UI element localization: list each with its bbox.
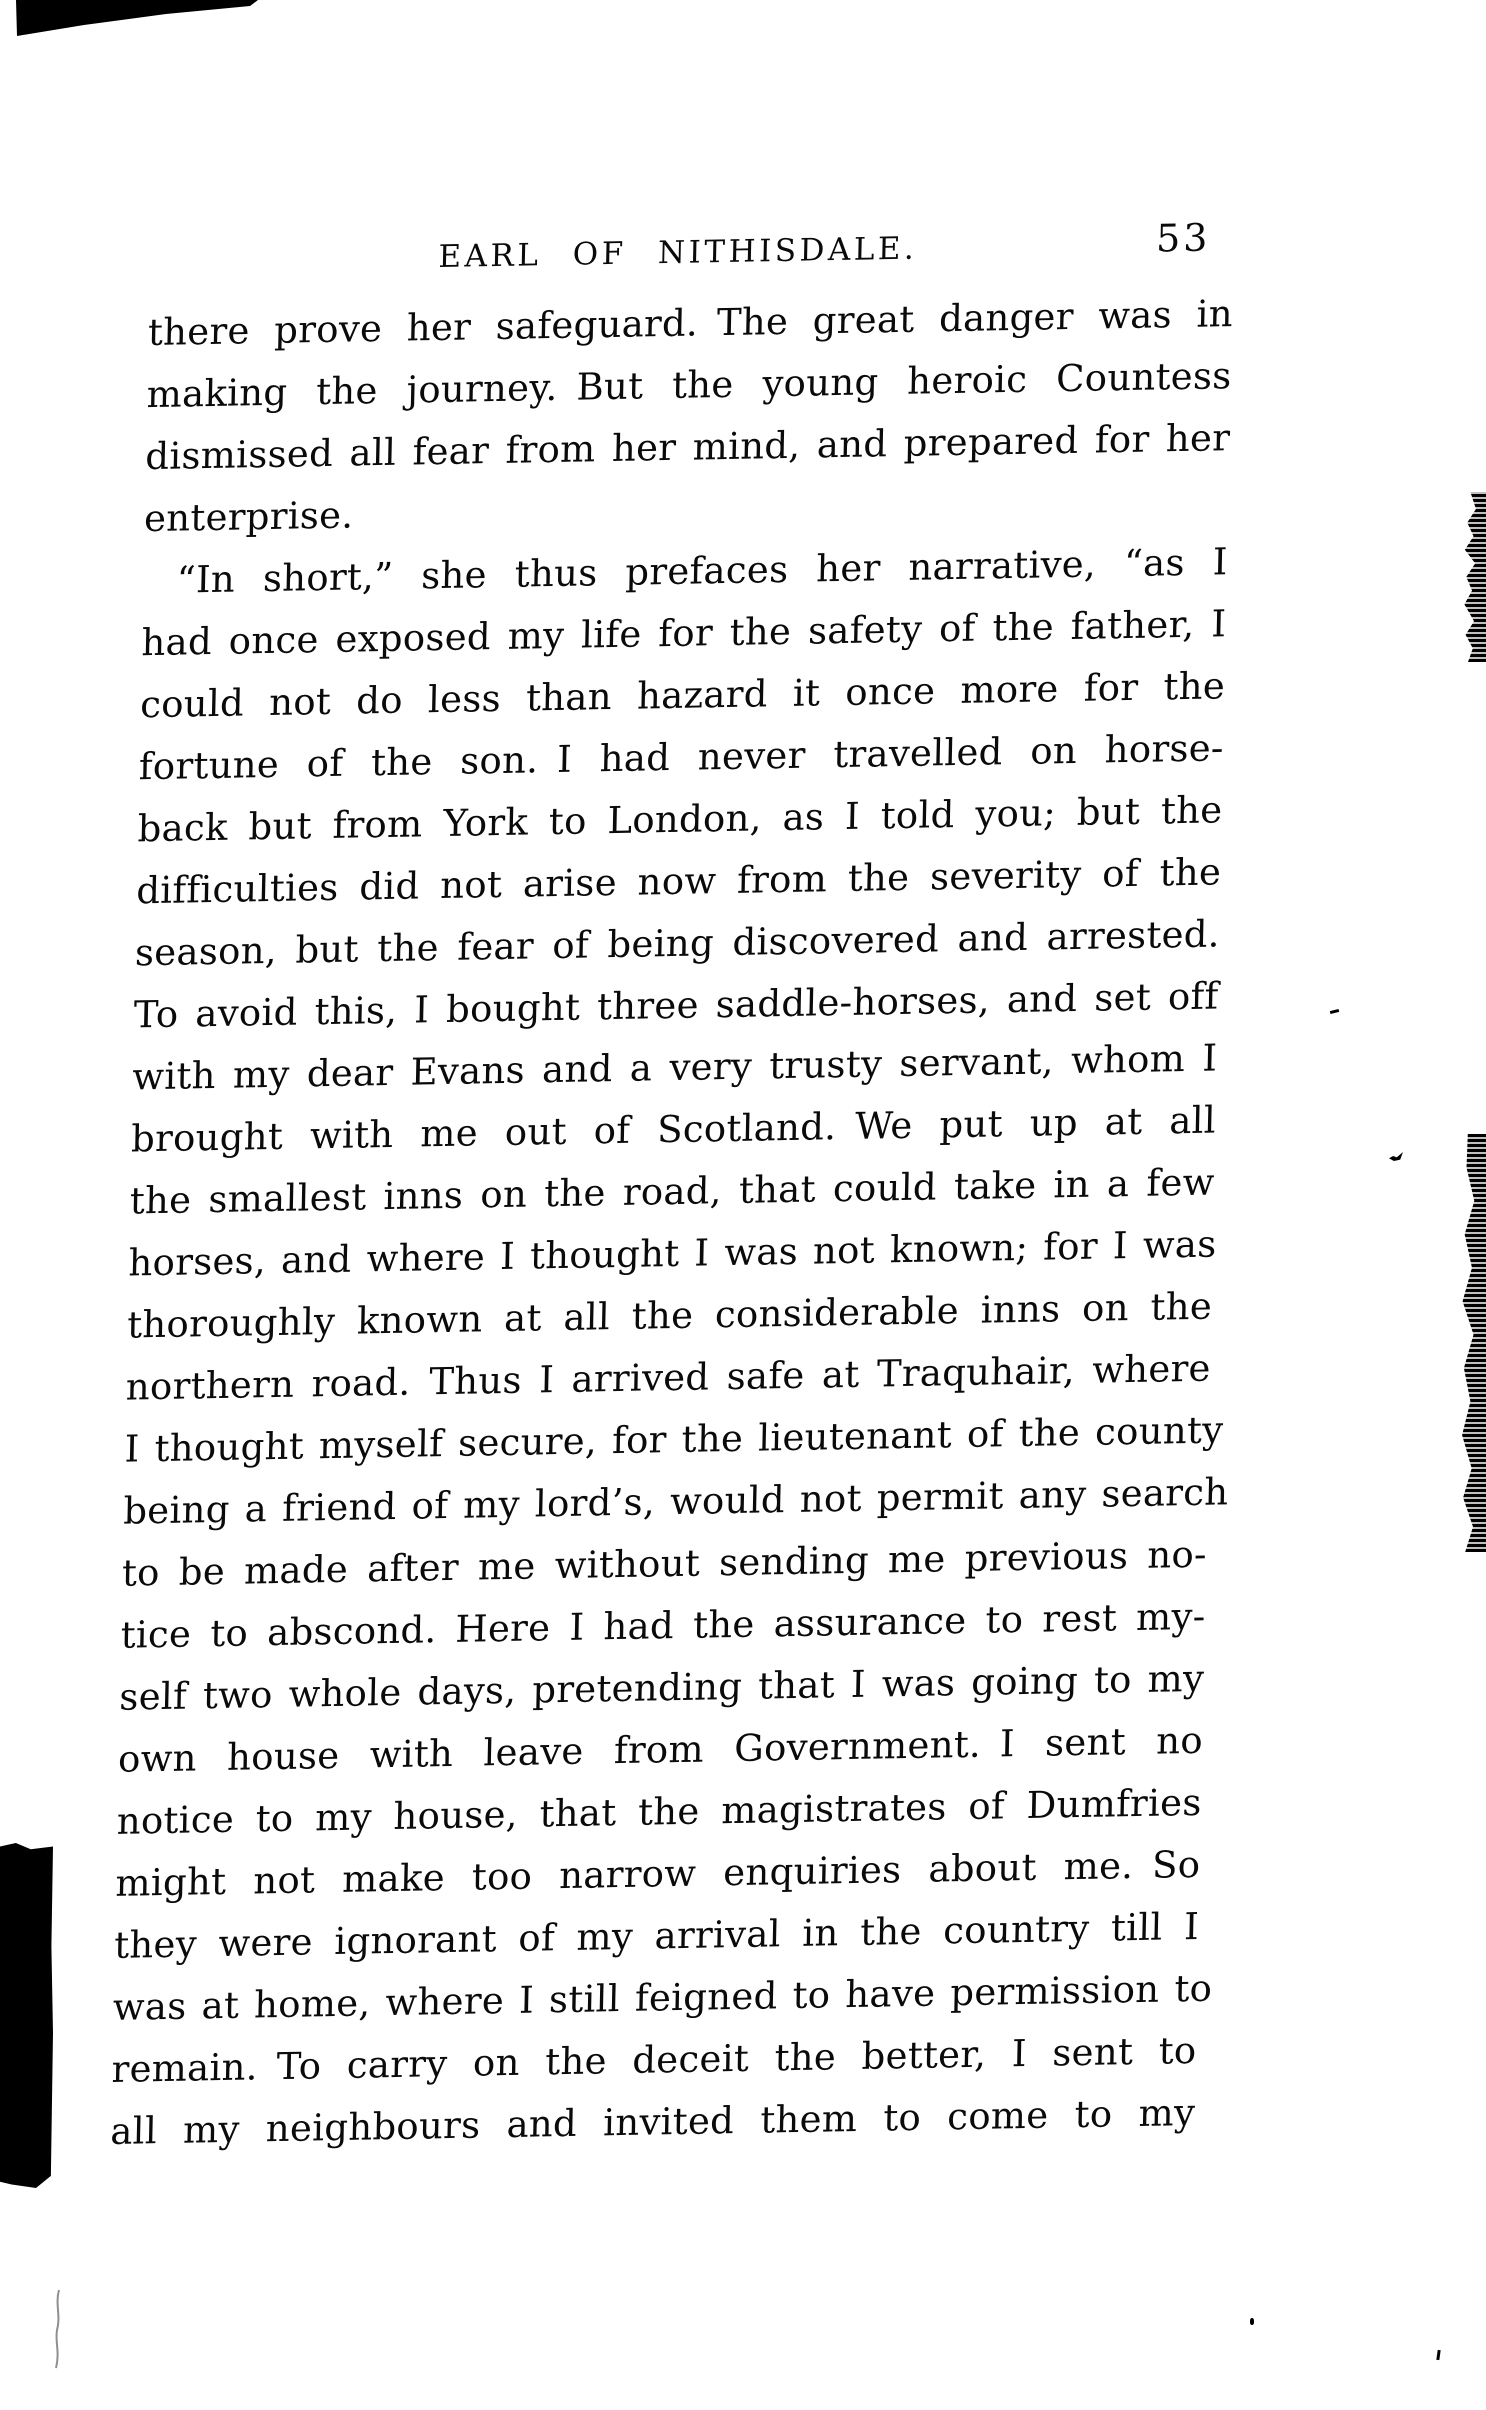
text-line: to be made after me without sending me previous no-	[121, 1532, 1208, 1595]
text-line: horses, and where I thought I was not known; for I was	[128, 1222, 1217, 1285]
text-line: might not make too narrow enquiries about me. So	[115, 1842, 1201, 1905]
text-line: self two whole days, pretending that I was going to my	[118, 1656, 1205, 1719]
text-line: could not do less than hazard it once more for the	[139, 664, 1226, 727]
text-line: northern road. Thus I arrived safe at Traquhair, where	[125, 1346, 1212, 1409]
text-line: dismissed all fear from her mind, and prepared for her	[144, 416, 1231, 479]
text-line: being a friend of my lord’s, would not permit any search	[122, 1470, 1229, 1533]
scan-squiggle-mark-artifact	[52, 2288, 64, 2370]
text-line: with my dear Evans and a very trusty servant, whom I	[131, 1036, 1218, 1099]
page-number: 53	[1155, 215, 1211, 261]
text-line: the smallest inns on the road, that could take in a few	[129, 1160, 1216, 1223]
paragraph-1	[143, 283, 1233, 550]
text-line: they were ignorant of my arrival in the country till I	[113, 1904, 1200, 1967]
scan-speck-check-artifact	[1389, 1152, 1403, 1161]
scan-speck-dash-artifact	[1330, 1009, 1339, 1014]
text-line: had once exposed my life for the safety of the father, I	[141, 602, 1227, 665]
squiggle-icon	[52, 2288, 64, 2370]
text-line: own house with leave from Government. I sent no	[117, 1718, 1204, 1781]
text-line: was at home, where I still feigned to have permission to	[112, 1966, 1213, 2029]
text-line: difficulties did not arise now from the severity of the	[135, 850, 1222, 913]
text-line: notice to my house, that the magistrates of Dumfries	[116, 1780, 1203, 1843]
text-line: there prove her safeguard. The great danger was in	[147, 292, 1234, 355]
text-line: enterprise.	[143, 493, 354, 541]
page-content	[109, 215, 1235, 2163]
text-line: “In short,” she thus prefaces her narrative, “as I	[176, 540, 1229, 602]
text-line: brought with me out of Scotland. We put up at all	[130, 1098, 1217, 1161]
text-line: season, but the fear of being discovered and arrested.	[134, 912, 1221, 975]
text-line: tice to abscond. Here I had the assurance to rest my-	[120, 1594, 1207, 1657]
text-line: I thought myself secure, for the lieutenant of the county	[124, 1408, 1224, 1471]
scan-streak-right-upper-artifact	[1462, 492, 1486, 662]
running-head-title: EARL OF NITHISDALE.	[438, 230, 918, 275]
text-line: back but from York to London, as I told you; but the	[137, 788, 1223, 851]
scan-speck-dot-artifact	[1436, 2350, 1440, 2360]
scan-bar-left-edge-artifact	[0, 1843, 53, 2188]
scan-wedge-top-left-artifact	[0, 0, 260, 38]
text-line: making the journey. But the young heroic Countess	[146, 354, 1233, 417]
text-line: remain. To carry on the deceit the better, I sent to	[111, 2029, 1197, 2091]
text-line: fortune of the son. I had never travelled on horse-	[138, 726, 1225, 789]
running-head	[149, 215, 1235, 288]
text-line: thoroughly known at all the considerable inns on the	[126, 1284, 1213, 1347]
scan-speck-dot-artifact	[1250, 2318, 1254, 2325]
text-line: To avoid this, I bought three saddle-horses, and set off	[133, 974, 1220, 1037]
text-line: all my neighbours and invited them to come to my	[109, 2091, 1196, 2153]
paragraph-2	[110, 531, 1229, 2163]
scan-streak-right-lower-artifact	[1460, 1134, 1486, 1552]
